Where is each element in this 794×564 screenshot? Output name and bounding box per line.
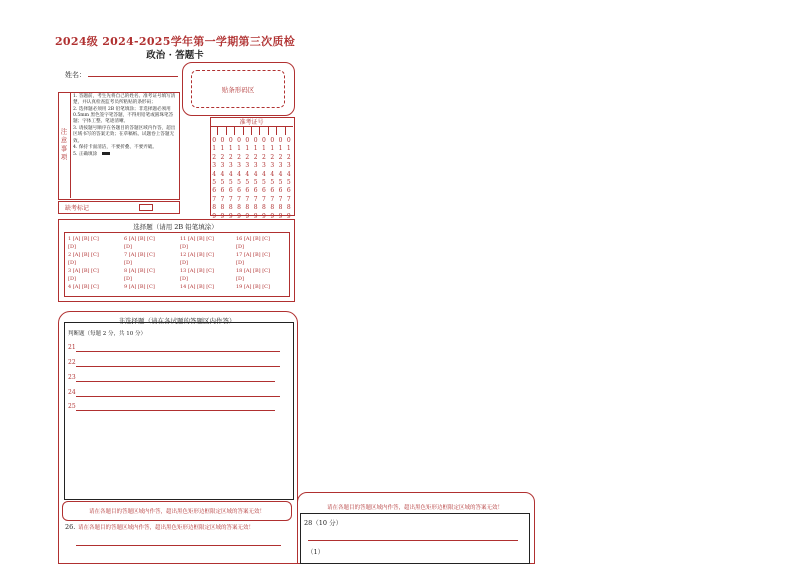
notice-item: 5. 正确填涂 bbox=[73, 152, 177, 158]
exam-id-digit[interactable]: 8 bbox=[253, 204, 258, 212]
exam-id-digit[interactable]: 1 bbox=[253, 145, 258, 153]
exam-id-digit[interactable]: 4 bbox=[228, 170, 233, 178]
question-28-label: 28（10 分） bbox=[304, 519, 343, 527]
exam-id-digit[interactable]: 4 bbox=[286, 170, 291, 178]
exam-id-digit[interactable]: 2 bbox=[278, 153, 283, 161]
choice-line[interactable]: [D] bbox=[68, 244, 76, 250]
exam-id-digit[interactable]: 1 bbox=[262, 145, 266, 153]
exam-id-digit[interactable]: 3 bbox=[212, 162, 217, 170]
exam-id-digit[interactable]: 9 bbox=[245, 212, 250, 220]
question-28-part-1: （1） bbox=[307, 548, 325, 556]
exam-id-digit[interactable]: 1 bbox=[237, 145, 241, 153]
exam-id-digit[interactable]: 7 bbox=[253, 195, 258, 203]
exam-id-digit[interactable]: 2 bbox=[212, 153, 217, 161]
question-number: 22 bbox=[68, 359, 76, 366]
exam-id-digit[interactable]: 6 bbox=[228, 187, 233, 195]
choice-line[interactable]: 11 [A] [B] [C] bbox=[180, 236, 214, 242]
exam-id-digit[interactable]: 6 bbox=[262, 187, 266, 195]
name-label: 姓名： bbox=[65, 71, 86, 79]
page-subtitle: 政治 · 答题卡 bbox=[146, 50, 204, 61]
exam-id-digit[interactable]: 2 bbox=[245, 153, 250, 161]
exam-id-cell[interactable] bbox=[277, 126, 285, 135]
choice-line[interactable]: 17 [A] [B] [C] bbox=[236, 252, 270, 258]
question-number: 21 bbox=[68, 344, 76, 351]
choice-group[interactable] bbox=[180, 236, 234, 292]
choice-line[interactable]: 19 [A] [B] [C] bbox=[236, 284, 270, 290]
answer-line[interactable] bbox=[76, 396, 280, 397]
choice-group[interactable] bbox=[68, 236, 122, 292]
exam-id-digit[interactable]: 7 bbox=[278, 195, 283, 203]
choice-line[interactable]: [D] bbox=[236, 244, 244, 250]
exam-id-digit[interactable]: 4 bbox=[237, 170, 241, 178]
choice-line[interactable]: 14 [A] [B] [C] bbox=[180, 284, 214, 290]
exam-id-digit[interactable]: 7 bbox=[286, 195, 291, 203]
question-number: 25 bbox=[68, 403, 76, 410]
exam-id-column[interactable] bbox=[210, 137, 218, 221]
exam-id-digit[interactable]: 0 bbox=[212, 137, 217, 144]
exam-id-digit[interactable]: 8 bbox=[237, 204, 241, 212]
exam-id-digit[interactable]: 7 bbox=[220, 195, 225, 203]
choice-line[interactable]: [D] bbox=[236, 260, 244, 266]
choice-line[interactable]: 1 [A] [B] [C] bbox=[68, 236, 99, 242]
exam-id-column[interactable] bbox=[227, 137, 235, 221]
exam-id-cell[interactable] bbox=[235, 126, 243, 135]
exam-id-digit[interactable]: 0 bbox=[228, 137, 233, 144]
exam-id-digit[interactable]: 7 bbox=[212, 195, 217, 203]
fill-sample-icon bbox=[102, 152, 110, 155]
exam-id-digit[interactable]: 3 bbox=[278, 162, 283, 170]
notice-heading: 注意事项 bbox=[58, 92, 71, 198]
question-number: 24 bbox=[68, 389, 76, 396]
exam-id-digit[interactable]: 3 bbox=[228, 162, 233, 170]
choice-line[interactable]: 7 [A] [B] [C] bbox=[124, 252, 155, 258]
exam-id-digit[interactable]: 8 bbox=[270, 204, 275, 212]
choice-line[interactable]: [D] bbox=[124, 244, 132, 250]
choice-group[interactable] bbox=[236, 236, 290, 292]
question-number: 23 bbox=[68, 374, 76, 381]
exam-id-digit[interactable]: 8 bbox=[286, 204, 291, 212]
exam-id-digit[interactable]: 1 bbox=[270, 145, 275, 153]
exam-id-cell[interactable] bbox=[286, 126, 293, 135]
exam-id-digit[interactable]: 9 bbox=[286, 212, 291, 220]
choice-line[interactable]: 8 [A] [B] [C] bbox=[124, 268, 155, 274]
exam-id-cell[interactable] bbox=[260, 126, 268, 135]
exam-id-digit[interactable]: 7 bbox=[245, 195, 250, 203]
exam-id-column[interactable] bbox=[218, 137, 226, 221]
exam-id-digit[interactable]: 7 bbox=[262, 195, 266, 203]
notice-item: 1. 答题前，考生先将自己的姓名、准考证号填写清楚，并认真检查监考员所粘贴的条形码； bbox=[73, 94, 176, 106]
choice-group[interactable] bbox=[124, 236, 178, 292]
exam-id-digit[interactable]: 2 bbox=[262, 153, 266, 161]
exam-id-digit[interactable]: 5 bbox=[237, 179, 241, 187]
exam-id-digit[interactable]: 3 bbox=[220, 162, 225, 170]
exam-id-column[interactable] bbox=[243, 137, 251, 221]
exam-id-write-cells[interactable] bbox=[210, 126, 293, 135]
answer-line[interactable] bbox=[76, 381, 275, 382]
exam-id-digit[interactable]: 7 bbox=[228, 195, 233, 203]
barcode-label: 贴条形码区 bbox=[191, 70, 285, 108]
exam-id-digit[interactable]: 0 bbox=[237, 137, 241, 144]
choice-line[interactable]: [D] bbox=[180, 276, 188, 282]
exam-id-digit[interactable]: 0 bbox=[253, 137, 258, 144]
choice-line[interactable]: [D] bbox=[180, 244, 188, 250]
exam-id-digit[interactable]: 8 bbox=[220, 204, 225, 212]
exam-id-digit[interactable]: 1 bbox=[286, 145, 291, 153]
exam-id-title: 准考证号 bbox=[210, 117, 293, 127]
choice-line[interactable]: 3 [A] [B] [C] bbox=[68, 268, 99, 274]
notice-list bbox=[73, 94, 177, 159]
exam-id-digit[interactable]: 8 bbox=[245, 204, 250, 212]
answer-frame bbox=[64, 322, 294, 500]
exam-id-column[interactable] bbox=[268, 137, 276, 221]
exam-id-digit[interactable]: 7 bbox=[270, 195, 275, 203]
answer-line[interactable] bbox=[308, 540, 518, 541]
choice-line[interactable]: 12 [A] [B] [C] bbox=[180, 252, 214, 258]
exam-id-digit[interactable]: 5 bbox=[270, 179, 275, 187]
exam-id-digit[interactable]: 2 bbox=[270, 153, 275, 161]
choice-line[interactable]: 2 [A] [B] [C] bbox=[68, 252, 99, 258]
exam-id-digit[interactable]: 6 bbox=[220, 187, 225, 195]
choice-line[interactable]: 4 [A] [B] [C] bbox=[68, 284, 99, 290]
nonchoice-title: 非选择题（请在各试题的答题区内作答） bbox=[118, 317, 236, 325]
exam-id-digit[interactable]: 4 bbox=[212, 170, 217, 178]
answer-line[interactable] bbox=[76, 351, 280, 352]
choice-line[interactable]: 13 [A] [B] [C] bbox=[180, 268, 214, 274]
exam-id-digit[interactable]: 0 bbox=[220, 137, 225, 144]
exam-id-column[interactable] bbox=[235, 137, 243, 221]
exam-id-digit[interactable]: 9 bbox=[212, 212, 217, 220]
exam-id-digit[interactable]: 3 bbox=[253, 162, 258, 170]
exam-id-digit[interactable]: 5 bbox=[278, 179, 283, 187]
question-26-label: 26. bbox=[65, 523, 76, 531]
exam-id-digit[interactable]: 9 bbox=[270, 212, 275, 220]
exam-id-digit[interactable]: 2 bbox=[220, 153, 225, 161]
exam-id-digit[interactable]: 5 bbox=[253, 179, 258, 187]
exam-id-digit[interactable]: 2 bbox=[237, 153, 241, 161]
section-heading: 判断题（每题 2 分，共 10 分） bbox=[68, 331, 146, 337]
exam-id-digit[interactable]: 3 bbox=[270, 162, 275, 170]
exam-id-digit[interactable]: 5 bbox=[212, 179, 217, 187]
exam-id-digit[interactable]: 1 bbox=[278, 145, 283, 153]
exam-id-digit[interactable]: 2 bbox=[286, 153, 291, 161]
exam-id-digit[interactable]: 6 bbox=[278, 187, 283, 195]
exam-id-digit[interactable]: 5 bbox=[228, 179, 233, 187]
exam-id-column[interactable] bbox=[251, 137, 259, 221]
choice-line[interactable]: 16 [A] [B] [C] bbox=[236, 236, 270, 242]
exam-id-bubbles[interactable] bbox=[210, 137, 293, 221]
exam-id-digit[interactable]: 3 bbox=[262, 162, 266, 170]
exam-id-column[interactable] bbox=[276, 137, 284, 221]
choice-line[interactable]: 18 [A] [B] [C] bbox=[236, 268, 270, 274]
exam-id-digit[interactable]: 8 bbox=[228, 204, 233, 212]
exam-id-digit[interactable]: 9 bbox=[253, 212, 258, 220]
choice-line[interactable]: [D] bbox=[68, 260, 76, 266]
exam-id-digit[interactable]: 9 bbox=[228, 212, 233, 220]
exam-id-column[interactable] bbox=[260, 137, 268, 221]
exam-id-cell[interactable] bbox=[269, 126, 277, 135]
exam-id-digit[interactable]: 0 bbox=[270, 137, 275, 144]
name-field[interactable] bbox=[88, 76, 178, 77]
exam-id-column[interactable] bbox=[285, 137, 293, 221]
notice-item: 2. 选择题必须用 2B 铅笔填涂；非选择题必须用 0.5mm 黑色签字笔答题，不得用铅笔或圆珠笔答题；字体工整、笔迹清晰。 bbox=[73, 107, 174, 125]
answer-line[interactable] bbox=[76, 366, 280, 367]
answer-line[interactable] bbox=[76, 545, 281, 546]
choice-line[interactable]: [D] bbox=[180, 260, 188, 266]
exam-id-digit[interactable]: 9 bbox=[278, 212, 283, 220]
notice-item: 3. 请按题号顺序在各题目的答题区域内作答，超出区域书写的答案无效；在草稿纸、试题卷上答题无效。 bbox=[73, 126, 176, 144]
exam-id-digit[interactable]: 2 bbox=[228, 153, 233, 161]
choice-line[interactable]: [D] bbox=[124, 276, 132, 282]
exam-id-digit[interactable]: 9 bbox=[262, 212, 266, 220]
exam-id-cell[interactable] bbox=[218, 126, 226, 135]
exam-id-digit[interactable]: 4 bbox=[278, 170, 283, 178]
exam-id-digit[interactable]: 4 bbox=[220, 170, 225, 178]
exam-id-digit[interactable]: 9 bbox=[220, 212, 225, 220]
choice-line[interactable]: [D] bbox=[68, 276, 76, 282]
exam-id-digit[interactable]: 6 bbox=[237, 187, 241, 195]
exam-id-digit[interactable]: 6 bbox=[253, 187, 258, 195]
choice-line[interactable]: [D] bbox=[236, 276, 244, 282]
notice-item: 4. 保持卡面清洁，不要折叠、不要弄破。 bbox=[73, 145, 157, 151]
exam-id-digit[interactable]: 3 bbox=[286, 162, 291, 170]
exam-id-digit[interactable]: 9 bbox=[237, 212, 241, 220]
answer-area-warning: 请在各题目的答题区域内作答，超出黑色矩形边框限定区域的答案无效！ bbox=[62, 501, 292, 521]
choice-line[interactable]: 6 [A] [B] [C] bbox=[124, 236, 155, 242]
exam-id-digit[interactable]: 1 bbox=[228, 145, 233, 153]
exam-id-cell[interactable] bbox=[227, 126, 235, 135]
exam-id-digit[interactable]: 3 bbox=[245, 162, 250, 170]
choice-title: 选择题（请用 2B 铅笔填涂） bbox=[133, 223, 218, 231]
exam-id-digit[interactable]: 0 bbox=[262, 137, 266, 144]
exam-id-digit[interactable]: 5 bbox=[220, 179, 225, 187]
exam-id-digit[interactable]: 0 bbox=[245, 137, 250, 144]
exam-id-digit[interactable]: 3 bbox=[237, 162, 241, 170]
exam-id-cell[interactable] bbox=[244, 126, 252, 135]
absent-checkbox[interactable] bbox=[139, 204, 153, 211]
exam-id-digit[interactable]: 5 bbox=[245, 179, 250, 187]
exam-id-digit[interactable]: 0 bbox=[286, 137, 291, 144]
exam-id-digit[interactable]: 5 bbox=[286, 179, 291, 187]
exam-id-digit[interactable]: 8 bbox=[262, 204, 266, 212]
exam-id-digit[interactable]: 8 bbox=[278, 204, 283, 212]
exam-id-digit[interactable]: 0 bbox=[278, 137, 283, 144]
exam-id-cell[interactable] bbox=[210, 126, 218, 135]
exam-id-digit[interactable]: 4 bbox=[245, 170, 250, 178]
absent-label: 缺考标记 bbox=[65, 205, 90, 212]
exam-id-digit[interactable]: 6 bbox=[212, 187, 217, 195]
exam-id-digit[interactable]: 6 bbox=[270, 187, 275, 195]
right-answer-warning: 请在各题目的答题区域内作答，超出黑色矩形边框限定区域的答案无效！ bbox=[326, 505, 503, 511]
exam-id-digit[interactable]: 6 bbox=[245, 187, 250, 195]
choice-line[interactable]: [D] bbox=[124, 260, 132, 266]
page-title: 2024级 2024-2025学年第一学期第三次质检 bbox=[54, 35, 296, 48]
exam-id-digit[interactable]: 8 bbox=[212, 204, 217, 212]
exam-id-digit[interactable]: 5 bbox=[262, 179, 266, 187]
question-26-warning: 请在各题目的答题区域内作答，超出黑色矩形边框限定区域的答案无效！ bbox=[78, 525, 255, 531]
exam-id-digit[interactable]: 4 bbox=[262, 170, 266, 178]
exam-id-digit[interactable]: 1 bbox=[245, 145, 250, 153]
exam-id-digit[interactable]: 7 bbox=[237, 195, 241, 203]
exam-id-digit[interactable]: 1 bbox=[220, 145, 225, 153]
exam-id-digit[interactable]: 4 bbox=[253, 170, 258, 178]
exam-id-digit[interactable]: 6 bbox=[286, 187, 291, 195]
exam-id-cell[interactable] bbox=[252, 126, 260, 135]
answer-line[interactable] bbox=[76, 410, 275, 411]
exam-id-digit[interactable]: 4 bbox=[270, 170, 275, 178]
choice-line[interactable]: 9 [A] [B] [C] bbox=[124, 284, 155, 290]
exam-id-digit[interactable]: 2 bbox=[253, 153, 258, 161]
exam-id-digit[interactable]: 1 bbox=[212, 145, 217, 153]
